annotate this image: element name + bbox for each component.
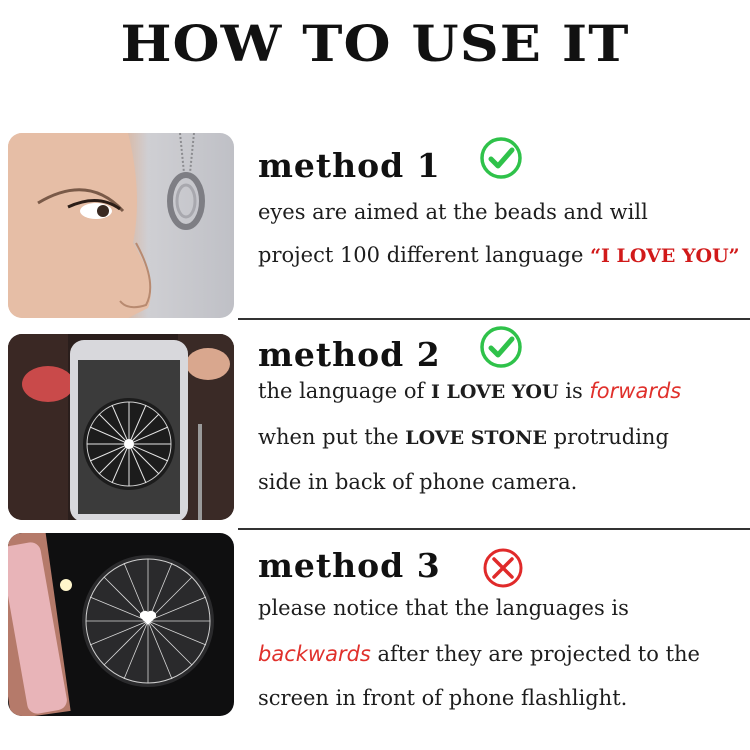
x-circle-icon: [481, 546, 525, 590]
method-2-text-part: the language of: [258, 379, 431, 403]
method-1-text-line-2: [258, 243, 740, 267]
flashlight-projection-photo: [8, 533, 234, 716]
method-3-text-line-2: [258, 642, 700, 666]
method-2-heading: method 2: [258, 335, 441, 374]
check-circle-icon: [479, 325, 523, 369]
method-2-text-part: is: [558, 379, 590, 403]
method-3-text-line-3: screen in front of phone flashlight.: [258, 686, 628, 710]
method-1-text-part: project 100 different language: [258, 243, 591, 267]
backwards-highlight: backwards: [258, 642, 371, 666]
eye-pendant-photo: [8, 133, 234, 318]
method-3-heading: method 3: [258, 546, 441, 585]
method-3-text-line-1: please notice that the languages is: [258, 596, 629, 620]
quote-close: ”: [728, 245, 740, 267]
check-circle-icon: [479, 136, 523, 180]
section-divider: [238, 318, 750, 320]
method-2-text-part: protruding: [546, 425, 669, 449]
forwards-highlight: forwards: [589, 379, 682, 403]
method-2-text-line-2: [258, 425, 669, 449]
section-divider: [238, 528, 750, 530]
phone-camera-photo: [8, 334, 234, 520]
i-love-you-bold: I LOVE YOU: [430, 381, 559, 403]
love-stone-bold: LOVE STONE: [405, 427, 547, 449]
method-1-heading: method 1: [258, 146, 441, 185]
method-3-text-part: after they are projected to the: [370, 642, 700, 666]
page-title: HOW TO USE IT: [120, 14, 630, 73]
i-love-you-highlight: I LOVE YOU: [601, 245, 729, 267]
method-1-text-line-1: eyes are aimed at the beads and will: [258, 200, 648, 224]
method-2-text-part: when put the: [258, 425, 406, 449]
quote-open: “: [590, 245, 602, 267]
method-2-text-line-1: [258, 379, 681, 403]
method-2-text-line-3: side in back of phone camera.: [258, 470, 578, 494]
